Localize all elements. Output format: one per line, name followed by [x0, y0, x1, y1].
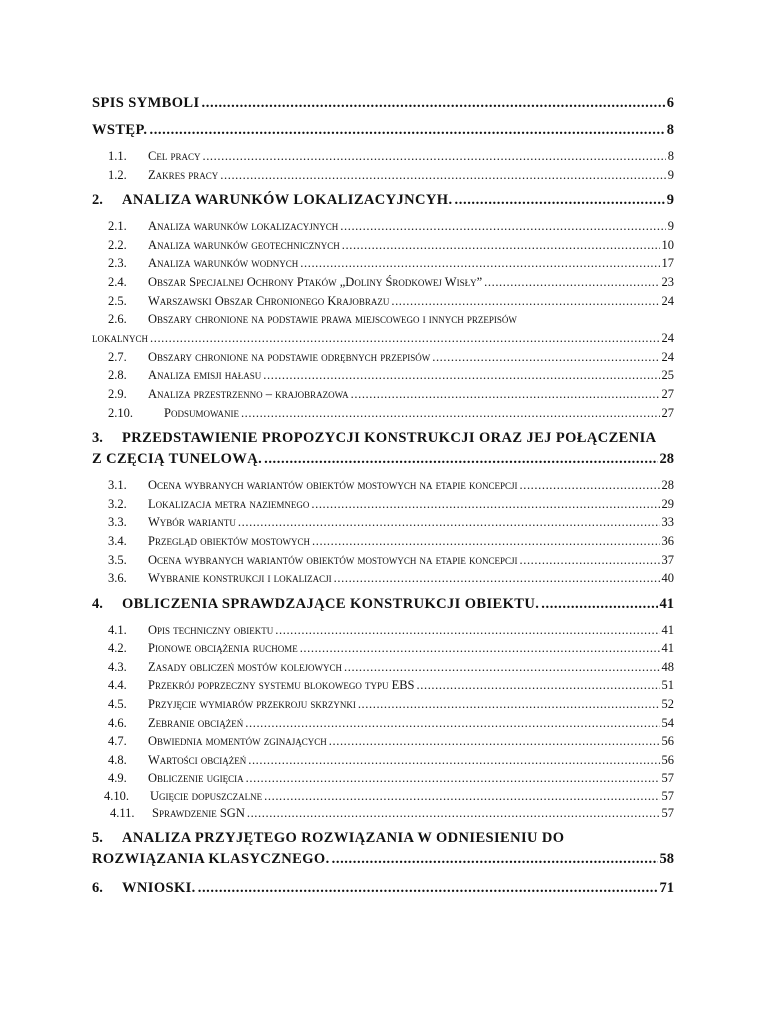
toc-chapter-3-continued[interactable] — [92, 449, 674, 470]
dot-leader — [300, 639, 660, 658]
toc-entry-page: 41 — [661, 641, 674, 656]
toc-entry-title: Zakres pracy — [148, 167, 219, 182]
toc-entry-4-4[interactable] — [92, 676, 674, 695]
dot-leader — [329, 732, 660, 751]
toc-entry-2-10[interactable] — [92, 404, 674, 423]
toc-entry-title: Wartości obciążeń — [148, 752, 247, 767]
toc-entry-page: 24 — [661, 293, 674, 308]
toc-entry-number: 4.6. — [108, 715, 127, 730]
toc-entry-page: 54 — [661, 715, 674, 730]
toc-entry-number: 3. — [92, 430, 103, 447]
toc-entry-page: 40 — [661, 571, 674, 586]
dot-leader — [264, 788, 659, 805]
toc-entry-number: 3.1. — [108, 478, 127, 493]
toc-entry-title: Ugięcie dopuszczalne — [150, 789, 263, 804]
dot-leader — [417, 676, 660, 695]
dot-leader — [344, 658, 659, 677]
toc-entry-4-6[interactable] — [92, 714, 674, 733]
toc-entry-page: 9 — [666, 192, 674, 209]
toc-entry-title: WNIOSKI. — [122, 880, 196, 897]
toc-entry-page: 56 — [661, 734, 674, 749]
toc-entry-page: 48 — [661, 659, 674, 674]
toc-entry-page: 9 — [667, 219, 674, 234]
dot-leader — [275, 621, 659, 640]
toc-entry-page: 8 — [666, 122, 674, 138]
dot-leader — [351, 385, 660, 404]
toc-chapter-2[interactable] — [92, 190, 674, 211]
toc-entry-2-7[interactable] — [92, 348, 674, 367]
toc-entry-3-5[interactable] — [92, 551, 674, 570]
dot-leader — [264, 449, 657, 470]
toc-entry-2-3[interactable] — [92, 254, 674, 273]
toc-chapter-5[interactable] — [92, 828, 674, 849]
toc-entry-4-7[interactable] — [92, 732, 674, 751]
toc-entry-number: 4.11. — [110, 806, 135, 821]
toc-entry-title: Podsumowanie — [164, 405, 239, 420]
toc-entry-page: 28 — [659, 451, 674, 468]
toc-entry-2-9[interactable] — [92, 385, 674, 404]
toc-entry-page: 28 — [661, 478, 674, 493]
dot-leader — [520, 551, 660, 570]
toc-entry-title: Przegląd obiektów mostowych — [148, 533, 311, 548]
toc-entry-2-6-continued[interactable] — [92, 329, 674, 348]
toc-entry-title-continued: lokalnych — [92, 331, 148, 346]
toc-entry-title: ANALIZA PRZYJĘTEGO ROZWIĄZANIA W ODNIESIENIU DO — [122, 830, 565, 847]
toc-entry-number: 4.7. — [108, 734, 127, 749]
toc-entry-1-1[interactable] — [92, 147, 674, 166]
toc-entry-title: Zasady obliczeń mostów kolejowych — [148, 659, 343, 674]
toc-entry-title: Sprawdzenie SGN — [152, 806, 245, 821]
dot-leader — [300, 254, 659, 273]
toc-entry-page: 24 — [661, 331, 674, 346]
toc-entry-2-1[interactable] — [92, 217, 674, 236]
toc-entry-page: 51 — [661, 678, 674, 693]
dot-leader — [149, 120, 664, 141]
dot-leader — [332, 849, 658, 870]
toc-entry-page: 23 — [661, 274, 674, 289]
toc-entry-4-2[interactable] — [92, 639, 674, 658]
toc-entry-number: 2.4. — [108, 274, 127, 289]
toc-entry-number: 4.1. — [108, 622, 127, 637]
toc-entry-page: 9 — [667, 167, 674, 182]
toc-entry-number: 2.9. — [108, 386, 127, 401]
toc-entry-page: 27 — [661, 386, 674, 401]
toc-entry-number: 4.2. — [108, 641, 127, 656]
dot-leader — [312, 532, 659, 551]
toc-entry-title: Ocena wybranych wariantów obiektów mostowych na etapie koncepcji — [148, 478, 518, 493]
toc-entry-title: Analiza emisji hałasu — [148, 368, 262, 383]
toc-entry-title: SPIS SYMBOLI — [92, 95, 200, 111]
toc-entry-title: Obliczenie ugięcia — [148, 771, 244, 786]
toc-entry-2-2[interactable] — [92, 236, 674, 255]
toc-entry-number: 2.5. — [108, 293, 127, 308]
toc-entry-number: 4.10. — [104, 789, 129, 804]
toc-entry-3-3[interactable] — [92, 513, 674, 532]
toc-entry-2-8[interactable] — [92, 366, 674, 385]
toc-entry-2-4[interactable] — [92, 273, 674, 292]
toc-chapter-4[interactable] — [92, 594, 674, 615]
dot-leader — [150, 329, 660, 348]
toc-entry-title: Cel pracy — [148, 149, 201, 163]
dot-leader — [541, 594, 657, 615]
toc-entry-title: Opis techniczny obiektu — [148, 622, 274, 637]
dot-leader — [202, 93, 665, 114]
toc-entry-number: 2.10. — [108, 405, 133, 420]
dot-leader — [455, 190, 665, 211]
toc-entry-1-2[interactable] — [92, 166, 674, 185]
toc-entry-4-8[interactable] — [92, 751, 674, 770]
toc-entry-title: Wybranie konstrukcji i lokalizacji — [148, 571, 332, 586]
toc-entry-3-2[interactable] — [92, 495, 674, 514]
dot-leader — [198, 878, 658, 899]
toc-entry-number: 4.8. — [108, 752, 127, 767]
toc-entry-number: 5. — [92, 830, 103, 847]
toc-entry-number: 3.4. — [108, 533, 127, 548]
toc-entry-page: 25 — [661, 368, 674, 383]
dot-leader — [248, 751, 659, 770]
toc-entry-title: Obszary chronione na podstawie odrębnych przepisów — [148, 349, 431, 364]
dot-leader — [220, 166, 665, 185]
dot-leader — [432, 348, 659, 367]
toc-entry-number: 1.1. — [108, 149, 127, 163]
toc-entry-number: 4.4. — [108, 678, 127, 693]
dot-leader — [342, 236, 660, 255]
dot-leader — [202, 147, 665, 166]
toc-entry-title: Obszary chronione na podstawie prawa miejscowego i innych przepisów — [148, 312, 517, 327]
toc-chapter-5-continued[interactable] — [92, 849, 674, 870]
toc-entry-number: 2. — [92, 192, 103, 209]
toc-entry-number: 2.6. — [108, 312, 127, 327]
toc-entry-4-11[interactable] — [92, 805, 674, 822]
toc-entry-page: 33 — [661, 515, 674, 530]
toc-entry-page: 71 — [659, 880, 674, 897]
toc-entry-title: Wybór wariantu — [148, 515, 236, 530]
dot-leader — [241, 404, 660, 423]
toc-entry-page: 57 — [661, 806, 674, 821]
dot-leader — [245, 714, 659, 733]
toc-entry-page: 52 — [661, 697, 674, 712]
toc-entry-number: 4.9. — [108, 771, 127, 786]
dot-leader — [238, 513, 660, 532]
toc-entry-number: 3.2. — [108, 496, 127, 511]
dot-leader — [334, 569, 660, 588]
toc-entry-number: 3.6. — [108, 571, 127, 586]
toc-entry-number: 4.3. — [108, 659, 127, 674]
toc-entry-title-continued: Z CZĘCIĄ TUNELOWĄ. — [92, 451, 263, 468]
toc-entry-wstep[interactable] — [92, 120, 674, 141]
toc-entry-number: 6. — [92, 880, 103, 897]
toc-entry-4-9[interactable] — [92, 769, 674, 788]
dot-leader — [311, 495, 659, 514]
toc-entry-number: 4.5. — [108, 697, 127, 712]
dot-leader — [484, 273, 659, 292]
dot-leader — [247, 805, 660, 822]
dot-leader — [340, 217, 665, 236]
toc-entry-page: 27 — [661, 405, 674, 420]
toc-entry-page: 41 — [659, 595, 674, 612]
toc-entry-title: PRZEDSTAWIENIE PROPOZYCJI KONSTRUKCJI ORAZ JEJ POŁĄCZENIA — [122, 430, 657, 447]
toc-entry-title: OBLICZENIA SPRAWDZAJĄCE KONSTRUKCJI OBIEKTU. — [122, 595, 540, 612]
toc-entry-page: 57 — [661, 789, 674, 804]
toc-entry-page: 41 — [661, 622, 674, 637]
toc-entry-number: 2.1. — [108, 219, 127, 234]
toc-entry-page: 17 — [661, 256, 674, 271]
toc-entry-title: Analiza warunków geotechnicznych — [148, 237, 340, 252]
toc-entry-page: 56 — [661, 752, 674, 767]
dot-leader — [246, 769, 660, 788]
toc-entry-4-3[interactable] — [92, 658, 674, 677]
toc-entry-page: 8 — [667, 149, 674, 163]
toc-entry-3-6[interactable] — [92, 569, 674, 588]
toc-entry-title: Przyjęcie wymiarów przekroju skrzynki — [148, 697, 356, 712]
dot-leader — [520, 476, 660, 495]
toc-entry-page: 36 — [661, 533, 674, 548]
toc-entry-title: Analiza przestrzenno – krajobrazowa — [148, 386, 349, 401]
toc-entry-number: 1.2. — [108, 167, 127, 182]
toc-entry-page: 37 — [661, 552, 674, 567]
toc-entry-number: 3.5. — [108, 552, 127, 567]
toc-entry-number: 3.3. — [108, 515, 127, 530]
toc-entry-number: 2.7. — [108, 349, 127, 364]
toc-entry-title: Ocena wybranych wariantów obiektów mostowych na etapie koncepcji — [148, 552, 518, 567]
toc-chapter-3[interactable] — [92, 428, 674, 449]
toc-entry-4-10[interactable] — [92, 788, 674, 805]
toc-entry-title: Warszawski Obszar Chronionego Krajobrazu — [148, 293, 390, 308]
toc-entry-title: Analiza warunków wodnych — [148, 256, 299, 271]
toc-entry-title: Zebranie obciążeń — [148, 715, 244, 730]
toc-entry-number: 2.8. — [108, 368, 127, 383]
toc-chapter-6[interactable] — [92, 878, 674, 899]
toc-entry-number: 4. — [92, 595, 103, 612]
toc-entry-page: 6 — [666, 95, 674, 111]
dot-leader — [358, 695, 660, 714]
toc-entry-3-4[interactable] — [92, 532, 674, 551]
toc-entry-3-1[interactable] — [92, 476, 674, 495]
toc-entry-2-5[interactable] — [92, 292, 674, 311]
toc-entry-4-5[interactable] — [92, 695, 674, 714]
toc-entry-number: 2.2. — [108, 237, 127, 252]
toc-entry-title: Lokalizacja metra naziemnego — [148, 496, 310, 511]
toc-entry-title: Obwiednia momentów zginających — [148, 734, 327, 749]
toc-entry-page: 29 — [661, 496, 674, 511]
dot-leader — [263, 366, 659, 385]
toc-entry-title: Analiza warunków lokalizacyjnych — [148, 219, 339, 234]
toc-entry-number: 2.3. — [108, 256, 127, 271]
toc-entry-page: 24 — [661, 349, 674, 364]
toc-entry-title: Przekrój poprzeczny systemu blokowego typu EBS — [148, 678, 415, 693]
toc-entry-title: Obszar Specjalnej Ochrony Ptaków „Doliny Środkowej Wisły” — [148, 274, 483, 289]
table-of-contents — [92, 93, 674, 899]
toc-entry-page: 57 — [661, 771, 674, 786]
toc-entry-title: WSTĘP. — [92, 122, 148, 138]
dot-leader — [391, 292, 659, 311]
toc-entry-page: 58 — [659, 851, 674, 868]
toc-entry-spis-symboli[interactable] — [92, 93, 674, 114]
toc-entry-2-6[interactable] — [92, 310, 674, 329]
toc-entry-page: 10 — [661, 237, 674, 252]
toc-entry-4-1[interactable] — [92, 621, 674, 640]
toc-entry-title-continued: ROZWIĄZANIA KLASYCZNEGO. — [92, 851, 330, 868]
toc-entry-title: Pionowe obciążenia ruchome — [148, 641, 298, 656]
toc-entry-title: ANALIZA WARUNKÓW LOKALIZACYJNCYH. — [122, 192, 453, 209]
